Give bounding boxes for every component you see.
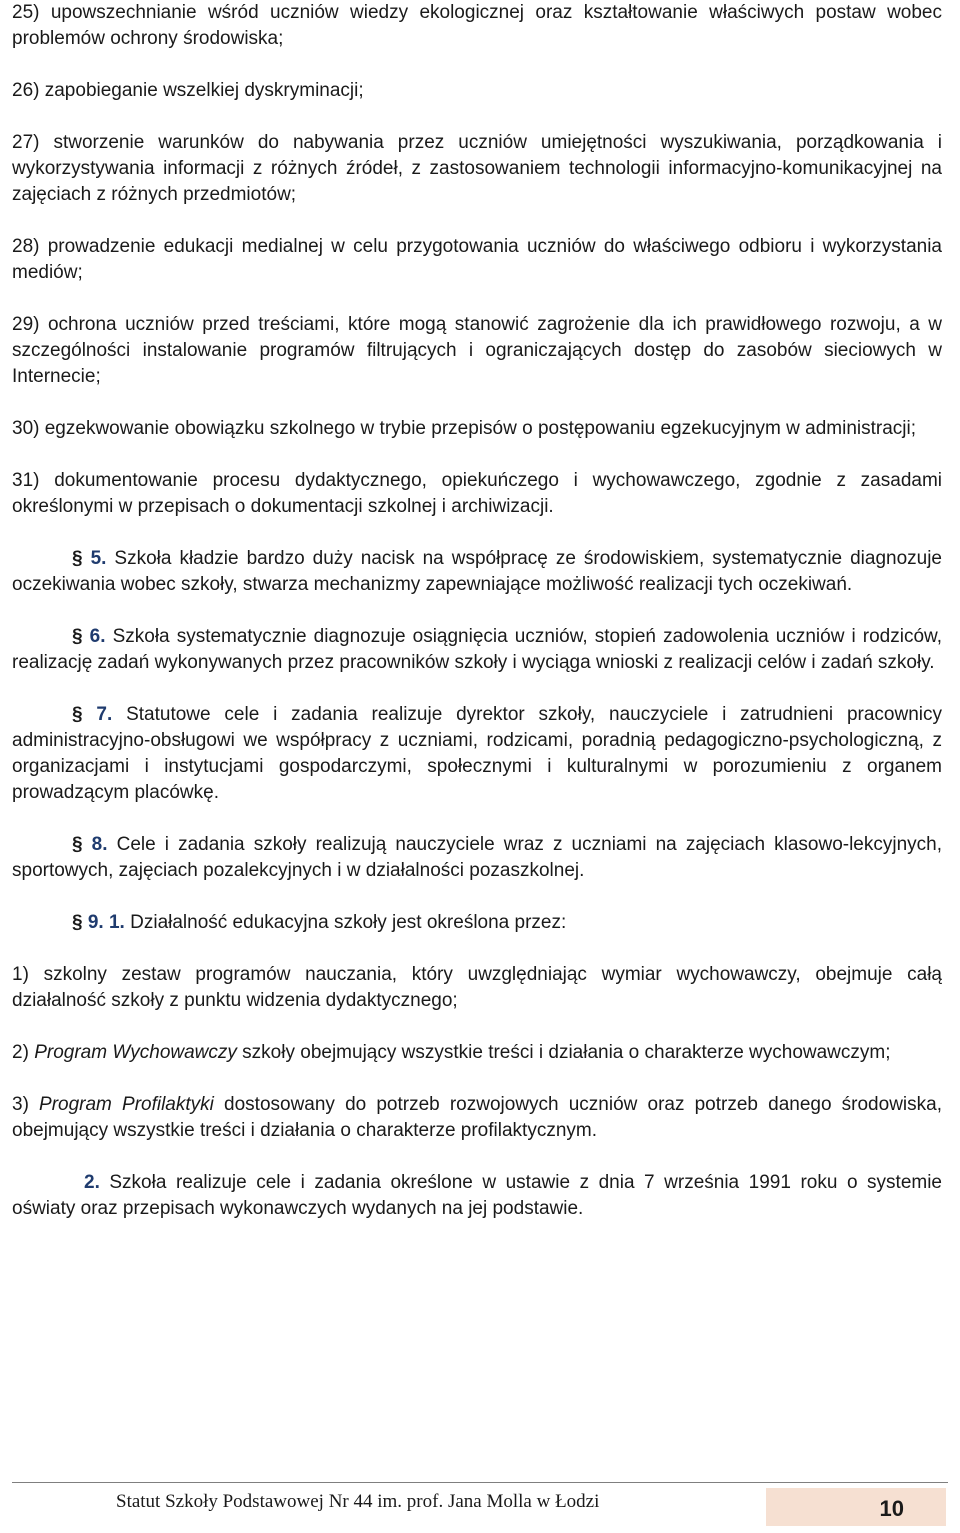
paragraph-number: 2. (84, 1172, 100, 1193)
footer-title: Statut Szkoły Podstawowej Nr 44 im. prof. Jana Molla w Łodzi (116, 1491, 600, 1512)
section-number: 9. 1. (87, 912, 125, 933)
page-number: 10 (879, 1496, 904, 1521)
section-9-paragraph-2 (12, 1170, 942, 1222)
section-symbol: § (72, 704, 83, 725)
section-symbol: § (72, 834, 83, 855)
section-text: Szkoła kładzie bardzo duży nacisk na współpracę ze środowiskiem, systematycznie diagnozuje oczekiwania wobec szkoły, stwarza mechanizmy zapewniające możliwość realizacji tych oczekiwań. (12, 548, 943, 595)
item-28: 28) prowadzenie edukacji medialnej w celu przygotowania uczniów do właściwego odbioru i wykorzystania mediów; (12, 236, 942, 283)
section-number: 5. (90, 548, 107, 569)
item-26: 26) zapobieganie wszelkiej dyskryminacji; (12, 80, 364, 101)
section-5 (12, 546, 942, 598)
section-9 (12, 910, 942, 936)
section-8 (12, 832, 942, 884)
section-9-item-1: 1) szkolny zestaw programów nauczania, który uwzględniając wymiar wychowawczy, obejmuje całą działalność szkoły z punktu widzenia dydaktycznego; (12, 964, 942, 1011)
section-symbol: § (72, 626, 83, 647)
footer-divider (12, 1482, 948, 1483)
section-number: 8. (91, 834, 108, 855)
program-name: Program Profilaktyki (39, 1094, 214, 1115)
page-number-box (766, 1488, 946, 1526)
section-number: 7. (96, 704, 113, 725)
section-number: 6. (89, 626, 106, 647)
item-27: 27) stworzenie warunków do nabywania przez uczniów umiejętności wyszukiwania, porządkowania i wykorzystywania informacji z różnych źródeł, z zastosowaniem technologii informacyjno-komunikacyjnej na zajęciach z różnych przedmiotów; (12, 132, 942, 205)
program-name: Program Wychowawczy (34, 1042, 237, 1063)
item-29: 29) ochrona uczniów przed treściami, które mogą stanowić zagrożenie dla ich prawidłowego rozwoju, a w szczególności instalowanie programów filtrujących i ograniczających dostęp do zasobów sieciowych w Internecie; (12, 314, 942, 387)
item-31: 31) dokumentowanie procesu dydaktycznego, opiekuńczego i wychowawczego, zgodnie z zasadami określonymi w przepisach o dokumentacji szkolnej i archiwizacji. (12, 470, 942, 517)
section-symbol: § (72, 912, 83, 933)
page-footer (0, 1482, 960, 1530)
section-9-item-3: 3) Program Profilaktyki dostosowany do potrzeb rozwojowych uczniów oraz potrzeb danego środowiska, obejmujący wszystkie treści i działania o charakterze profilaktycznym. (12, 1094, 942, 1141)
item-30: 30) egzekwowanie obowiązku szkolnego w trybie przepisów o postępowaniu egzekucyjnym w administracji; (12, 418, 917, 439)
section-text: Statutowe cele i zadania realizuje dyrektor szkoły, nauczyciele i zatrudnieni pracownicy administracyjno-obsługowi we współpracy z uczniami, rodzicami, poradnią pedagogiczno-psychologiczną, z organizacjami i instytucjami gospodarczymi, społecznymi i kulturalnymi w porozumieniu z organem prowadzącym placówkę. (12, 704, 942, 803)
paragraph-text: Szkoła realizuje cele i zadania określone w ustawie z dnia 7 września 1991 roku o systemie oświaty oraz przepisach wykonawczych wydanych na jej podstawie. (12, 1172, 942, 1219)
section-symbol: § (72, 548, 83, 569)
section-text: Szkoła systematycznie diagnozuje osiągnięcia uczniów, stopień zadowolenia uczniów i rodziców, realizację zadań wykonywanych przez pracowników szkoły i wyciąga wnioski z realizacji celów i zadań szkoły. (12, 626, 942, 673)
document-body (12, 0, 942, 1248)
section-9-item-2: 2) Program Wychowawczy szkoły obejmujący wszystkie treści i działania o charakterze wychowawczym; (12, 1042, 891, 1063)
section-6 (12, 624, 942, 676)
section-text: Działalność edukacyjna szkoły jest określona przez: (124, 912, 567, 933)
item-25: 25) upowszechnianie wśród uczniów wiedzy ekologicznej oraz kształtowanie właściwych postaw wobec problemów ochrony środowiska; (12, 2, 942, 49)
section-7 (12, 702, 942, 806)
section-text: Cele i zadania szkoły realizują nauczyciele wraz z uczniami na zajęciach klasowo-lekcyjnych, sportowych, zajęciach pozalekcyjnych i w działalności pozaszkolnej. (12, 834, 943, 881)
